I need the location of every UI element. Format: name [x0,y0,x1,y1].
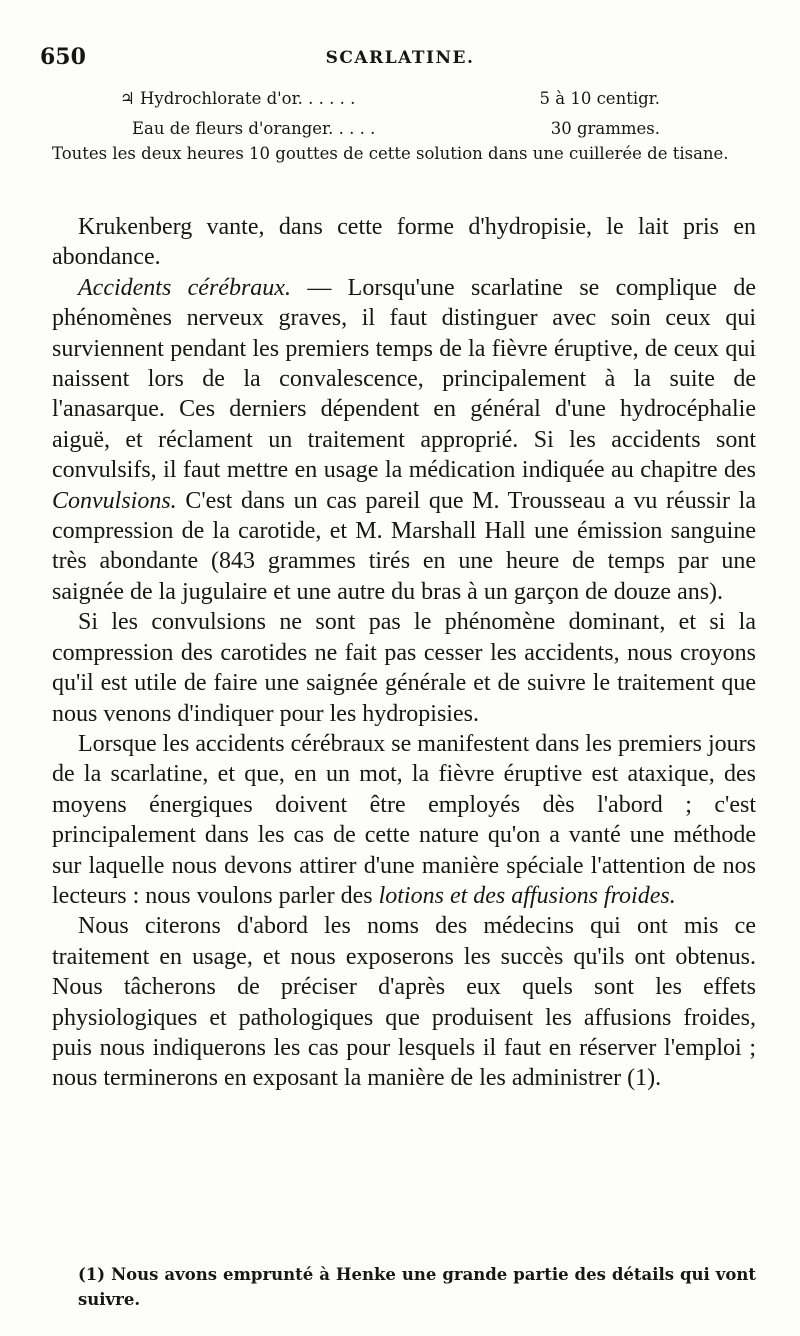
paragraph-text: C'est dans un cas pareil que M. Trousseau a vu réussir la compression de la carotide, et M. Marshall Hall une émission sanguine très abondante (843 grammes tirés en une heure de temps par une saignée de la jugulaire et une autre du bras à un garçon de douze ans). [52,487,756,605]
main-text [52,212,756,1094]
formula-ingredient: Eau de fleurs d'oranger. . . . . [132,119,376,138]
running-head: SCARLATINE. [325,48,475,68]
paragraph [52,729,756,911]
italic-reference: Convulsions. [52,487,177,514]
paragraph-text: Krukenberg vante, dans cette forme d'hydropisie, le lait pris en abondance. [52,214,756,271]
formula-row [120,114,660,144]
paragraph [52,911,756,1093]
italic-reference: lotions et des affusions froides. [378,882,676,909]
paragraph-text: Lorsque les accidents cérébraux se manifestent dans les premiers jours de la scarlatine, et que, en un mot, la fièvre éruptive est ataxique, des moyens énergiques doivent être employés dès l'abord ; c'est principalement dans les cas de cette nature qu'on a vanté une méthode sur laquelle nous devons attirer d'une manière spéciale l'attention de nos lecteurs : nous voulons parler des [52,730,756,909]
paragraph-text: Si les convulsions ne sont pas le phénomène dominant, et si la compression des carotides ne fait pas cesser les accidents, nous croyons qu'il est utile de faire une saignée générale et de suivre le traitement que nous venons d'indiquer pour les hydropisies. [52,609,756,727]
section-title: Accidents cérébraux. [78,274,291,301]
formula-row [120,84,660,114]
prescription-formula [120,84,660,144]
dosage-instruction: Toutes les deux heures 10 gouttes de cette solution dans une cuillerée de tisane. [52,144,729,163]
paragraph [52,212,756,273]
paragraph [52,607,756,729]
page-header [40,40,760,76]
formula-ingredient: ♃ Hydrochlorate d'or. . . . . . [120,89,356,108]
paragraph [52,273,756,607]
formula-dose: 30 grammes. [550,119,660,138]
footnote: (1) Nous avons emprunté à Henke une grande partie des détails qui vont suivre. [78,1265,756,1309]
page-number: 650 [40,44,86,70]
paragraph-text: — Lorsqu'une scarlatine se complique de phénomènes nerveux graves, il faut distinguer avec soin ceux qui surviennent pendant les premiers temps de la fièvre éruptive, de ceux qui naissent lors de la convalescence, principalement à la suite de l'anasarque. Ces derniers dépendent en général d'une hydrocéphalie aiguë, et réclament un traitement approprié. Si les accidents sont convulsifs, il faut mettre en usage la médication indiquée au chapitre des [52,274,756,484]
paragraph-text: Nous citerons d'abord les noms des médecins qui ont mis ce traitement en usage, et nous exposerons les succès qu'ils ont obtenus. Nous tâcherons de préciser d'après eux quels sont les effets physiologiques et pathologiques que produisent les affusions froides, puis nous indiquerons les cas pour lesquels il faut en réserver l'emploi ; nous terminerons en exposant la manière de les administrer (1). [52,913,756,1092]
formula-dose: 5 à 10 centigr. [539,89,660,108]
